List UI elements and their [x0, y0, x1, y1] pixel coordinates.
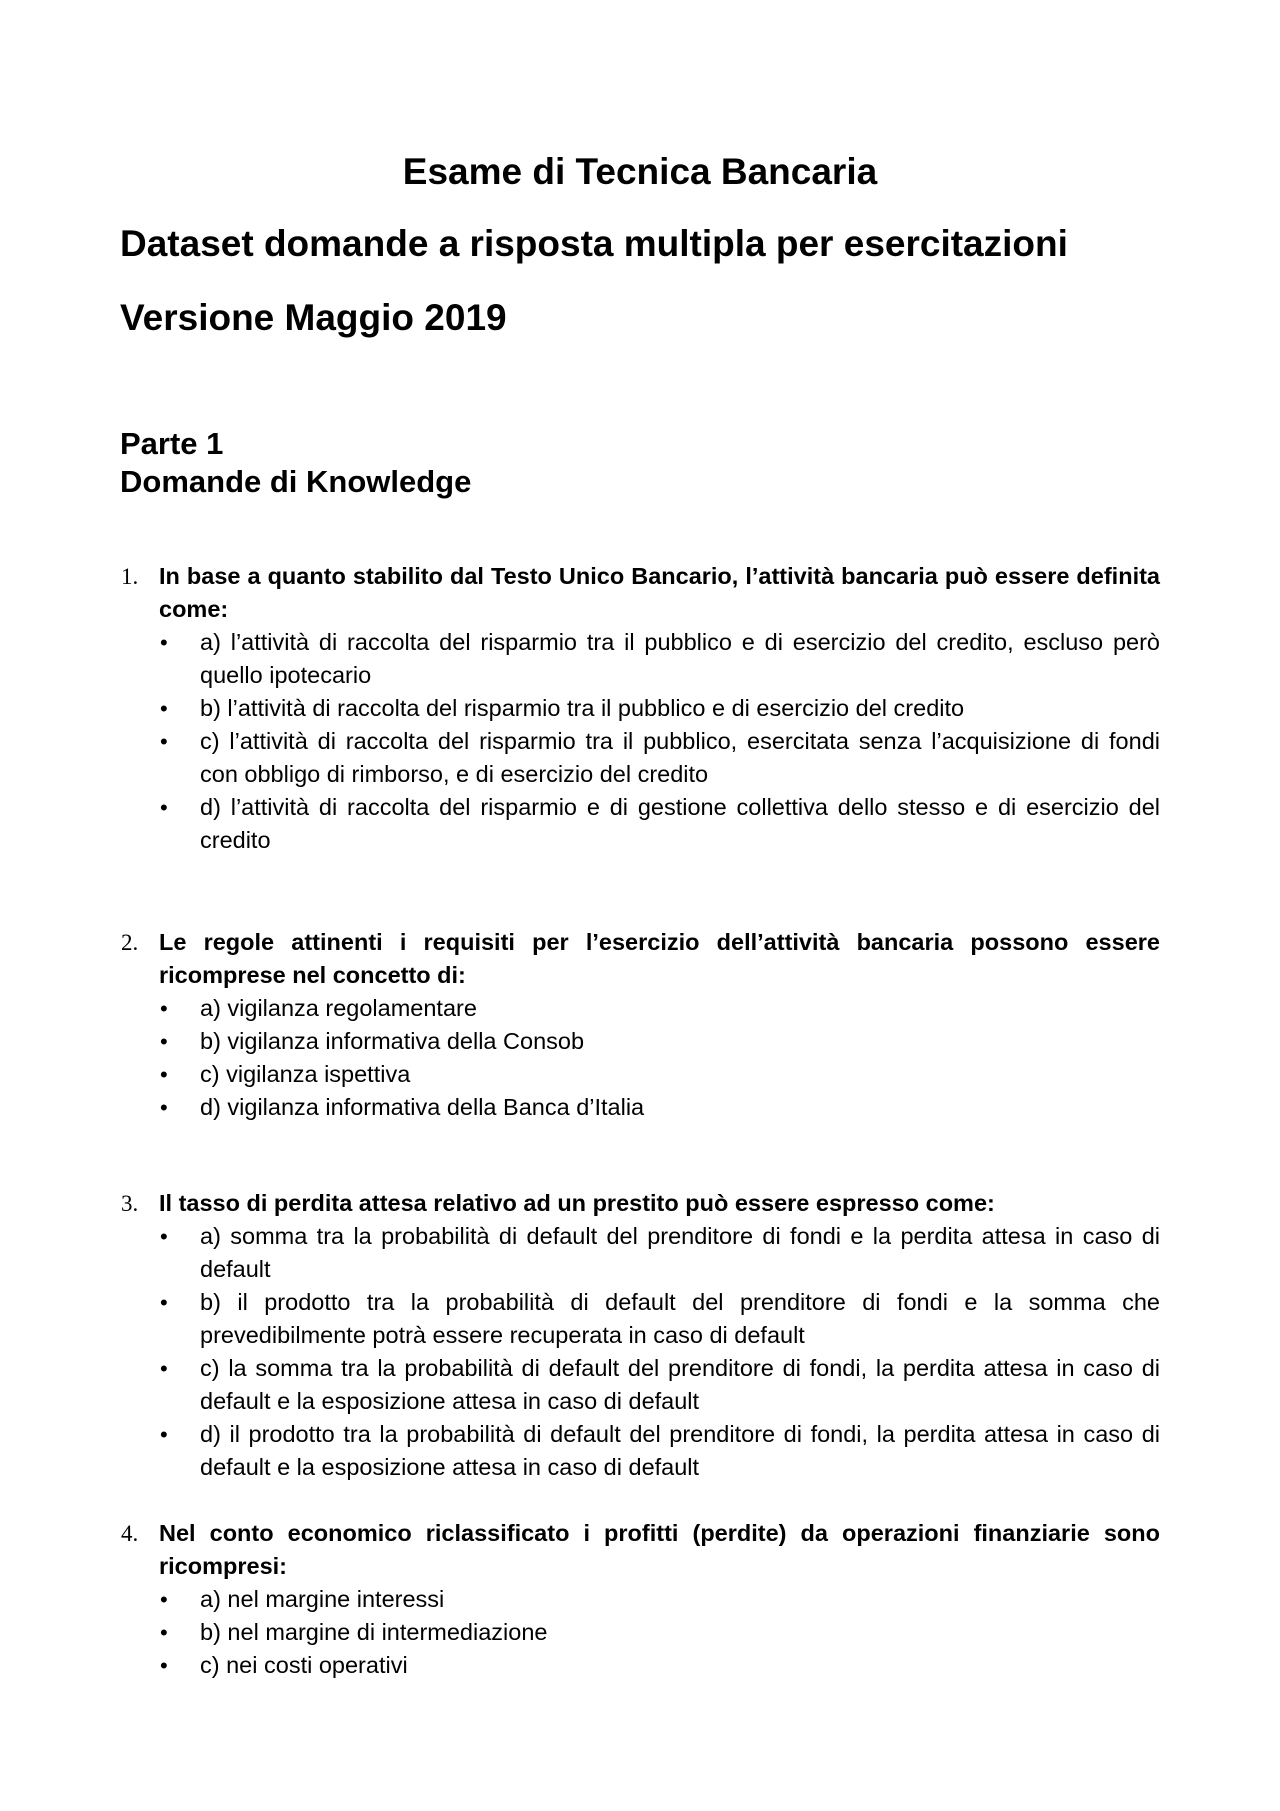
bullet-icon: • — [160, 1062, 168, 1087]
bullet-icon: • — [160, 1224, 168, 1249]
option-b — [158, 1025, 1160, 1058]
option-c — [158, 1352, 1160, 1418]
option-list — [120, 626, 1160, 857]
question-3 — [120, 1187, 1160, 1484]
option-c — [158, 725, 1160, 791]
document-title: Esame di Tecnica Bancaria — [402, 151, 878, 192]
option-text: b) nel margine di intermediazione — [200, 1619, 548, 1645]
bullet-icon: • — [160, 1356, 168, 1381]
bullet-icon: • — [160, 795, 168, 820]
bullet-icon: • — [160, 630, 168, 655]
option-list — [120, 1220, 1160, 1484]
option-text: b) il prodotto tra la probabilità di default del prenditore di fondi e la somma che prevedibilmente potrà essere recuperata in caso di default — [200, 1289, 1160, 1348]
bullet-icon: • — [160, 1620, 168, 1645]
option-text: c) vigilanza ispettiva — [200, 1061, 411, 1087]
question-number: 4. — [121, 1521, 139, 1546]
option-text: b) l’attività di raccolta del risparmio tra il pubblico e di esercizio del credito — [200, 695, 965, 721]
bullet-icon: • — [160, 1653, 168, 1678]
section-heading — [120, 425, 471, 501]
option-text: a) l’attività di raccolta del risparmio tra il pubblico e di esercizio del credito, escluso però quello ipotecario — [200, 629, 1160, 688]
option-text: a) somma tra la probabilità di default del prenditore di fondi e la perdita attesa in caso di default — [200, 1223, 1160, 1282]
option-list — [120, 1583, 1160, 1682]
option-a — [158, 992, 1160, 1025]
option-a — [158, 1220, 1160, 1286]
option-b — [158, 1286, 1160, 1352]
bullet-icon: • — [160, 1587, 168, 1612]
option-c — [158, 1058, 1160, 1091]
option-text: d) vigilanza informativa della Banca d’Italia — [200, 1094, 645, 1120]
document-version: Versione Maggio 2019 — [120, 297, 507, 338]
option-text: b) vigilanza informativa della Consob — [200, 1028, 585, 1054]
option-list — [120, 992, 1160, 1124]
option-b — [158, 1616, 1160, 1649]
question-4 — [120, 1517, 1160, 1682]
question-1 — [120, 560, 1160, 857]
question-text: Nel conto economico riclassificato i profitti (perdite) da operazioni finanziarie sono ricompresi: — [159, 1520, 1160, 1579]
question-number: 3. — [121, 1191, 139, 1216]
option-d — [158, 791, 1160, 857]
bullet-icon: • — [160, 1029, 168, 1054]
bullet-icon: • — [160, 1095, 168, 1120]
option-a — [158, 626, 1160, 692]
section-name: Domande di Knowledge — [120, 464, 472, 499]
option-text: c) la somma tra la probabilità di default del prenditore di fondi, la perdita attesa in caso di default e la esposizione attesa in caso di default — [200, 1355, 1160, 1414]
question-2 — [120, 926, 1160, 1124]
option-text: a) nel margine interessi — [200, 1586, 445, 1612]
document-subtitle: Dataset domande a risposta multipla per esercitazioni — [120, 223, 1068, 264]
option-text: c) nei costi operativi — [200, 1652, 408, 1678]
option-d — [158, 1091, 1160, 1124]
bullet-icon: • — [160, 729, 168, 754]
question-text: Le regole attinenti i requisiti per l’esercizio dell’attività bancaria possono essere ricomprese nel concetto di: — [159, 929, 1160, 988]
option-d — [158, 1418, 1160, 1484]
section-part: Parte 1 — [120, 426, 224, 461]
option-a — [158, 1583, 1160, 1616]
bullet-icon: • — [160, 996, 168, 1021]
bullet-icon: • — [160, 1422, 168, 1447]
option-text: c) l’attività di raccolta del risparmio tra il pubblico, esercitata senza l’acquisizione di fondi con obbligo di rimborso, e di esercizio del credito — [200, 728, 1160, 787]
option-text: d) l’attività di raccolta del risparmio e di gestione collettiva dello stesso e di esercizio del credito — [200, 794, 1160, 853]
option-b — [158, 692, 1160, 725]
bullet-icon: • — [160, 1290, 168, 1315]
question-number: 1. — [121, 564, 139, 589]
question-text: Il tasso di perdita attesa relativo ad un prestito può essere espresso come: — [159, 1190, 995, 1216]
option-text: a) vigilanza regolamentare — [200, 995, 477, 1021]
option-text: d) il prodotto tra la probabilità di default del prenditore di fondi, la perdita attesa in caso di default e la esposizione attesa in caso di default — [200, 1421, 1160, 1480]
question-text: In base a quanto stabilito dal Testo Unico Bancario, l’attività bancaria può essere definita come: — [159, 563, 1160, 622]
option-c — [158, 1649, 1160, 1682]
question-number: 2. — [121, 930, 139, 955]
bullet-icon: • — [160, 696, 168, 721]
